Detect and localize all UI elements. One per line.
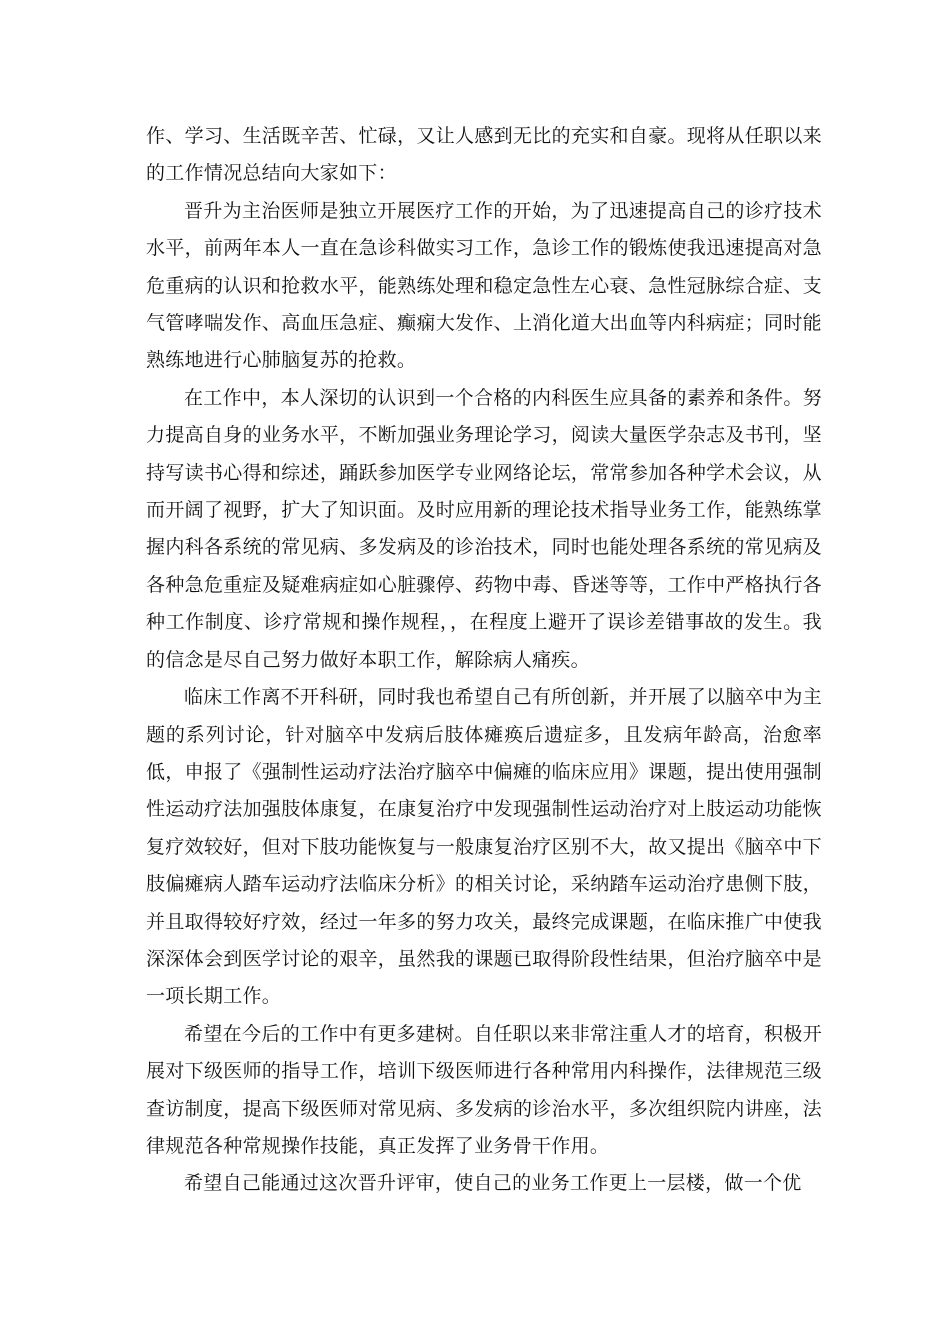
paragraph-closing: 希望自己能通过这次晋升评审，使自己的业务工作更上一层楼，做一个优	[184, 1172, 802, 1195]
paragraph-research: 临床工作离不开科研，同时我也希望自己有所创新，并开展了以脑卒中为主题的系列讨论，针对脑卒中发病后肢体瘫痪后遗症多，且发病年龄高，治愈率低，申报了《强制性运动疗法治疗脑卒中偏瘫的临床应用》课题，提出使用强制性运动疗法加强肢体康复，在康复治疗中发现强制性运动治疗对上肢运动功能恢复疗效较好，但对下肢功能恢复与一般康复治疗区别不大，故又提出《脑卒中下肢偏瘫病人踏车运动疗法临床分析》的相关讨论，采纳踏车运动治疗患侧下肢，并且取得较好疗效，经过一年多的努力攻关，最终完成课题，在临床推广中使我深深体会到医学讨论的艰辛，虽然我的课题已取得阶段性结果，但治疗脑卒中是一项长期工作。	[146, 686, 822, 1008]
paragraph-work-quality: 在工作中，本人深切的认识到一个合格的内科医生应具备的素养和条件。努力提高自身的业务水平，不断加强业务理论学习，阅读大量医学杂志及书刊，坚持写读书心得和综述，踊跃参加医学专业网络论坛，常常参加各种学术会议，从而开阔了视野，扩大了知识面。及时应用新的理论技术指导业务工作，能熟练掌握内科各系统的常见病、多发病及的诊治技术，同时也能处理各系统的常见病及各种急危重症及疑难病症如心脏骤停、药物中毒、昏迷等等，工作中严格执行各种工作制度、诊疗常规和操作规程，，在程度上避开了误诊差错事故的发生。我的信念是尽自己努力做好本职工作，解除病人痛疾。	[146, 386, 822, 671]
paragraph-training: 希望在今后的工作中有更多建树。自任职以来非常注重人才的培育，积极开展对下级医师的指导工作，培训下级医师进行各种常用内科操作，法律规范三级查访制度，提高下级医师对常见病、多发病的诊治水平，多次组织院内讲座，法律规范各种常规操作技能，真正发挥了业务骨干作用。	[146, 1022, 822, 1157]
paragraph-continuation: 作、学习、生活既辛苦、忙碌，又让人感到无比的充实和自豪。现将从任职以来的工作情况总结向大家如下：	[146, 125, 822, 185]
document-body	[146, 118, 822, 1203]
paragraph-promotion: 晋升为主治医师是独立开展医疗工作的开始，为了迅速提高自己的诊疗技术水平，前两年本人一直在急诊科做实习工作，急诊工作的锻炼使我迅速提高对急危重病的认识和抢救水平，能熟练处理和稳定急性左心衰、急性冠脉综合症、支气管哮喘发作、高血压急症、癫痫大发作、上消化道大出血等内科病症；同时能熟练地进行心肺脑复苏的抢救。	[146, 199, 822, 372]
